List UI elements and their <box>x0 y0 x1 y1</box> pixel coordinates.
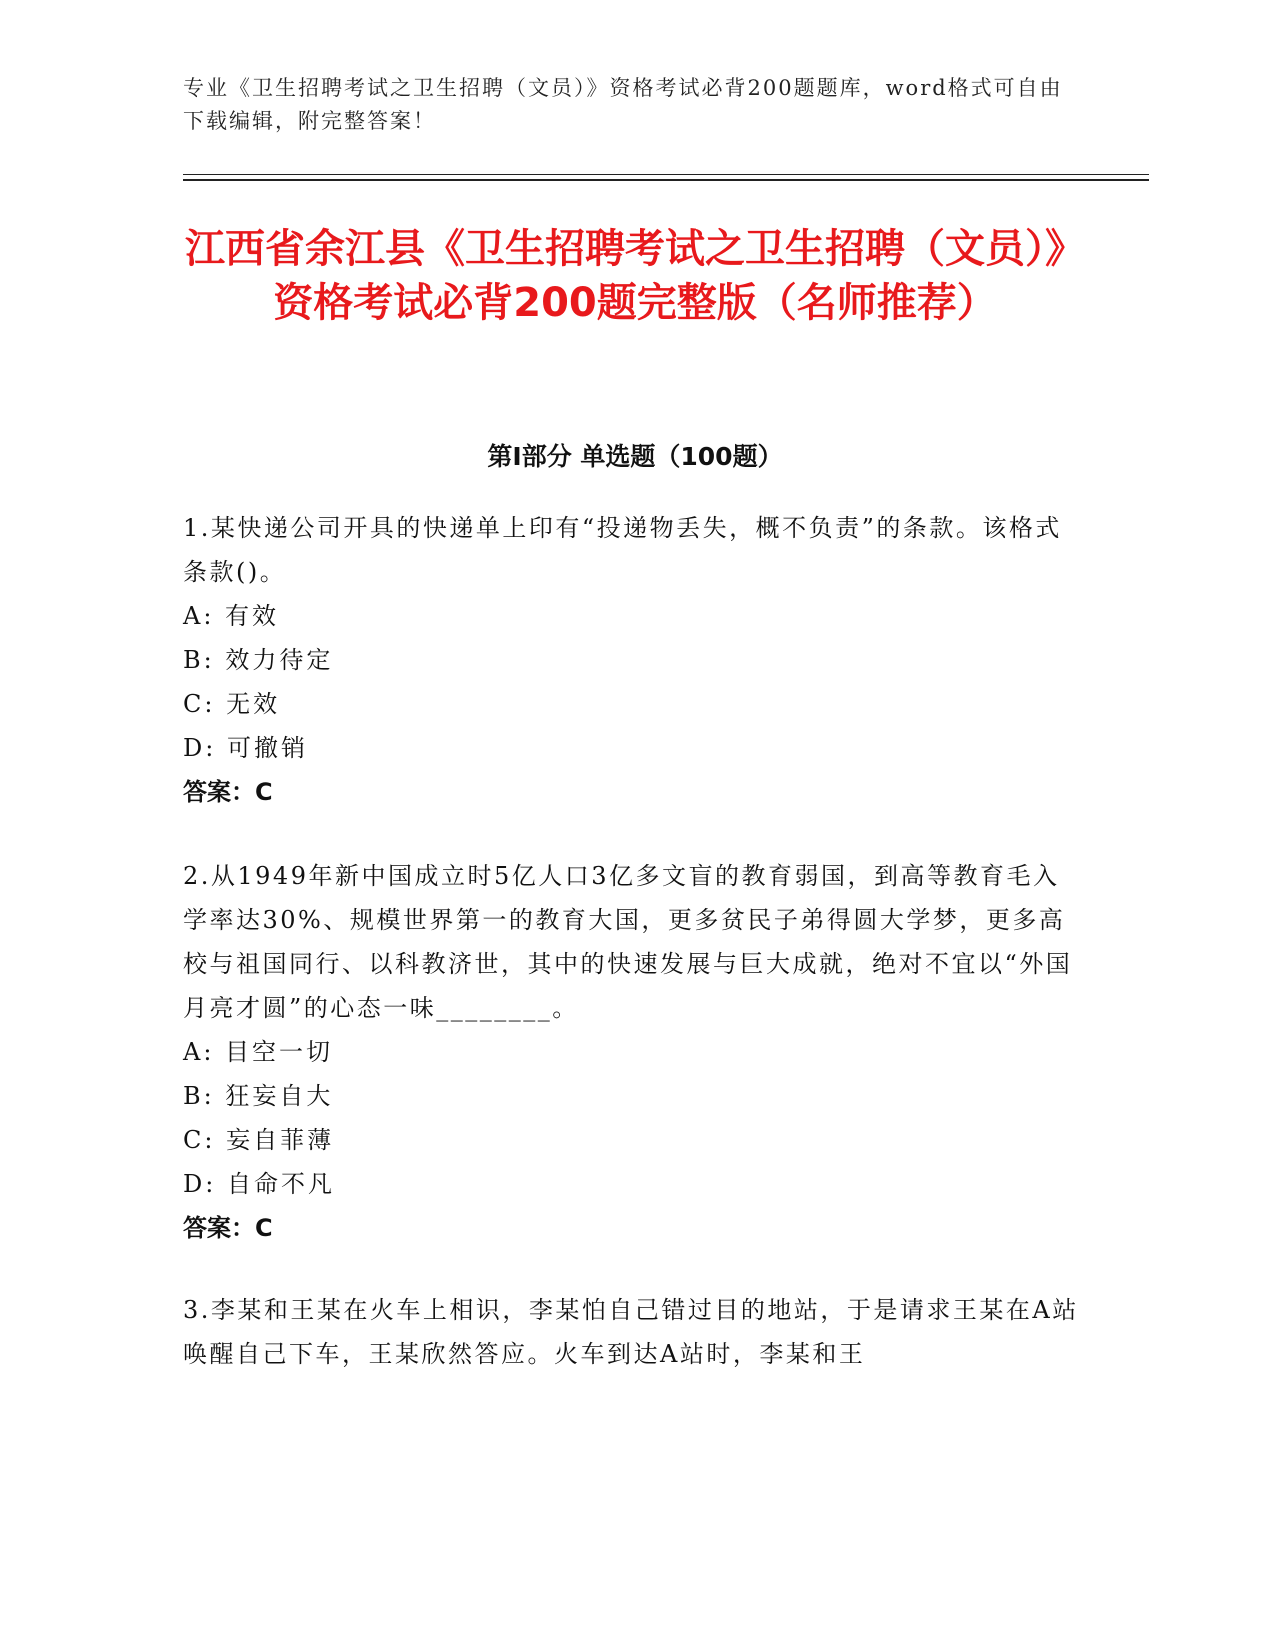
header-divider-thin <box>183 174 1149 175</box>
question-1 <box>183 506 1083 814</box>
option-b: B: 狂妄自大 <box>183 1082 334 1110</box>
option-c: C: 妄自菲薄 <box>183 1126 335 1154</box>
option-c: C: 无效 <box>183 690 281 718</box>
answer-line: 答案：C <box>183 1214 273 1242</box>
section-heading: 第Ⅰ部分 单选题（100题） <box>487 442 783 471</box>
document-title: 江西省余江县《卫生招聘考试之卫生招聘（文员）》资格考试必背200题完整版（名师推荐） <box>185 226 1085 326</box>
option-b: B: 效力待定 <box>183 646 334 674</box>
question-stem: 1.某快递公司开具的快递单上印有“投递物丢失，概不负责”的条款。该格式条款()。 <box>183 514 1062 586</box>
answer-line: 答案：C <box>183 778 273 806</box>
question-2 <box>183 854 1083 1250</box>
question-stem: 2.从1949年新中国成立时5亿人口3亿多文盲的教育弱国，到高等教育毛入学率达30%、规模世界第一的教育大国，更多贫民子弟得圆大学梦，更多高校与祖国同行、以科教济世，其中的快速发展与巨大成就，绝对不宜以“外国月亮才圆”的心态一味________。 <box>183 862 1073 1022</box>
question-3 <box>183 1288 1083 1376</box>
option-a: A: 有效 <box>183 602 280 630</box>
option-d: D: 可撤销 <box>183 734 308 762</box>
header-note: 专业《卫生招聘考试之卫生招聘（文员）》资格考试必背200题题库，word格式可自由下载编辑，附完整答案！ <box>183 76 1063 133</box>
question-stem: 3.李某和王某在火车上相识，李某怕自己错过目的地站，于是请求王某在A站唤醒自己下车，王某欣然答应。火车到达A站时，李某和王 <box>183 1296 1079 1368</box>
header-divider-thick <box>183 179 1149 181</box>
option-a: A: 目空一切 <box>183 1038 334 1066</box>
option-d: D: 自命不凡 <box>183 1170 335 1198</box>
